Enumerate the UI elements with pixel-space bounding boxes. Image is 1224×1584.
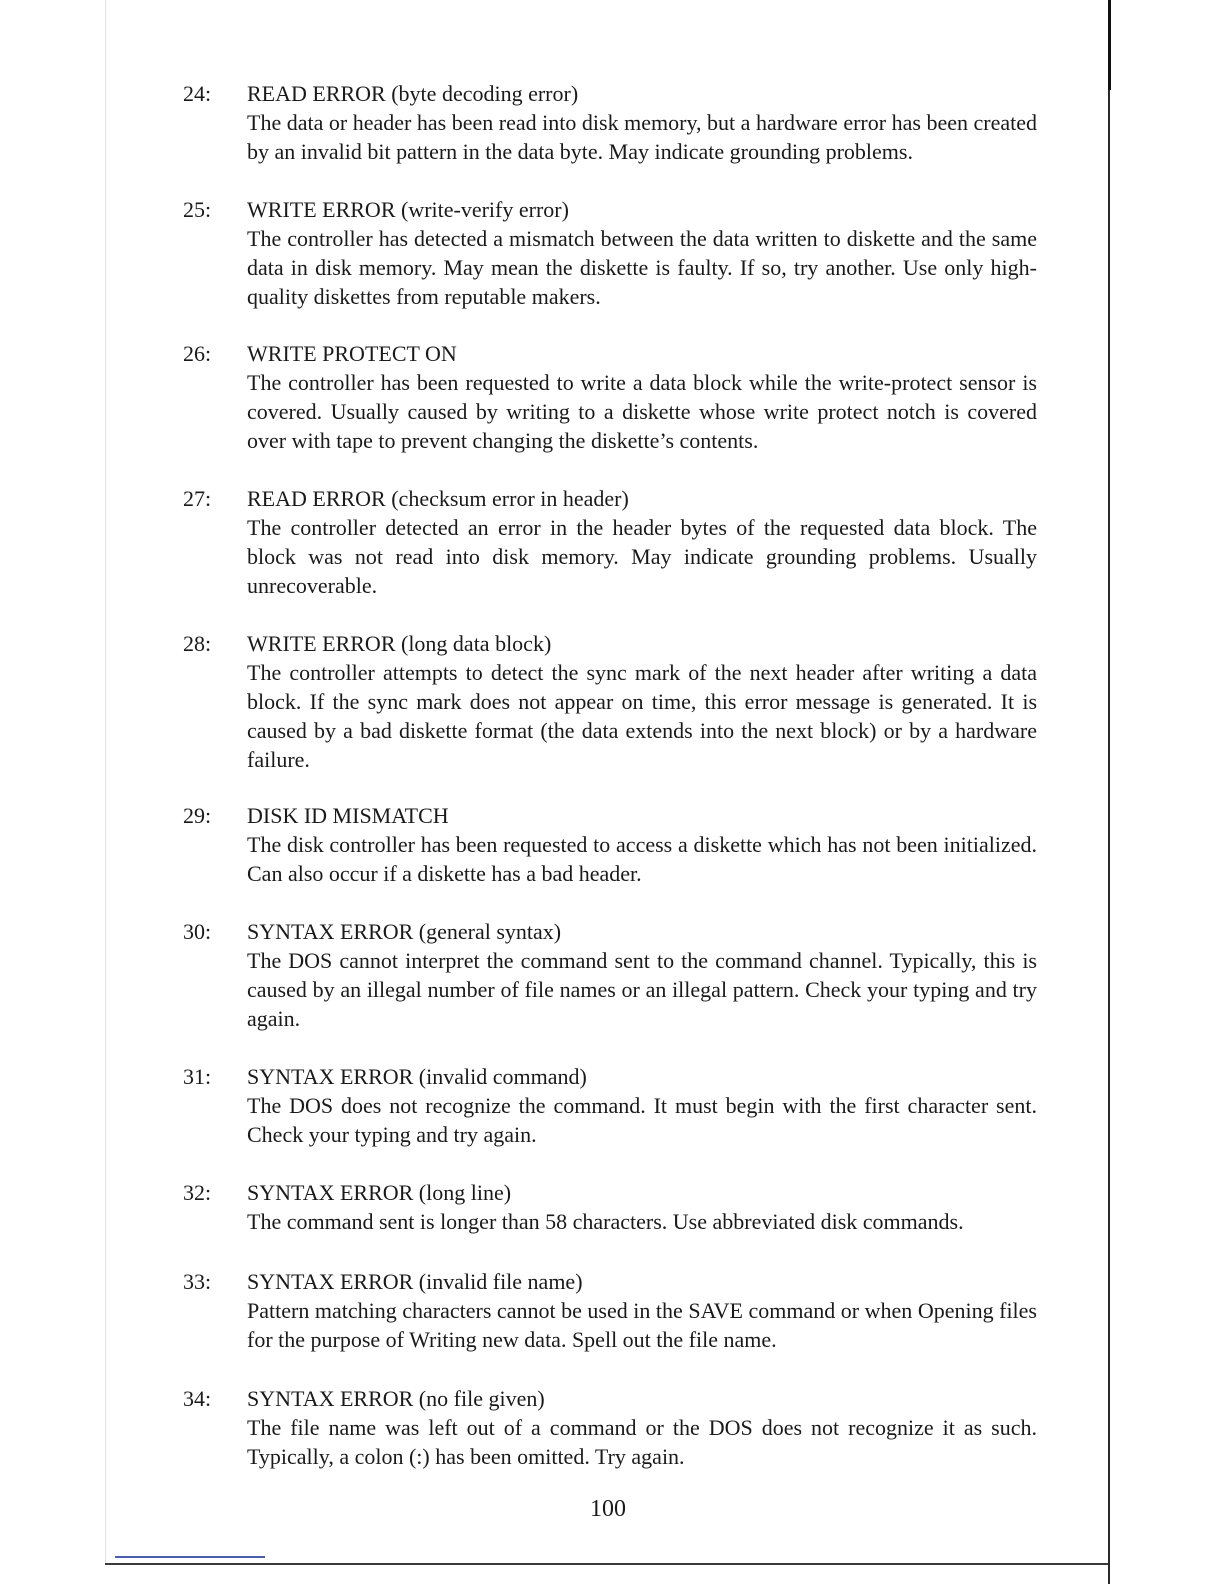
error-entry-body	[247, 1384, 1037, 1471]
scan-edge-left	[105, 0, 106, 1565]
error-title: WRITE PROTECT ON	[247, 341, 457, 366]
error-code: 26:	[183, 341, 212, 366]
error-code: 24:	[183, 81, 212, 106]
error-entry-body	[247, 79, 1037, 166]
error-entry-body	[247, 195, 1037, 311]
error-title: SYNTAX ERROR (long line)	[247, 1180, 512, 1205]
error-code: 31:	[183, 1064, 212, 1089]
error-title: WRITE ERROR (write-verify error)	[247, 197, 569, 222]
error-title: READ ERROR (byte decoding error)	[247, 81, 579, 106]
error-entry-body	[247, 629, 1037, 774]
scan-bottom-mark	[115, 1556, 265, 1558]
error-description: The DOS does not recognize the command. It must begin with the first character sent. Check your typing and try again.	[247, 1093, 1037, 1147]
error-entry-body	[247, 1267, 1037, 1354]
error-description: The data or header has been read into disk memory, but a hardware error has been created by an invalid bit pattern in the data byte. May indicate grounding problems.	[247, 110, 1037, 164]
error-entry-body	[247, 1178, 1037, 1236]
error-code: 32:	[183, 1180, 212, 1205]
error-description: The controller has detected a mismatch between the data written to diskette and the same data in disk memory. May mean the diskette is faulty. If so, try another. Use only high-quality diskettes from reputable makers.	[247, 226, 1037, 309]
error-code: 34:	[183, 1386, 212, 1411]
error-description: The controller attempts to detect the sync mark of the next header after writing a data block. If the sync mark does not appear on time, this error message is generated. It is caused by a bad diskette format (the data extends into the next block) or by a hardware failure.	[247, 660, 1037, 772]
error-code: 27:	[183, 486, 212, 511]
error-title: SYNTAX ERROR (invalid command)	[247, 1064, 587, 1089]
error-entry-body	[247, 1062, 1037, 1149]
error-code: 29:	[183, 803, 212, 828]
error-entry-body	[247, 801, 1037, 888]
error-title: READ ERROR (checksum error in header)	[247, 486, 629, 511]
error-description: Pattern matching characters cannot be used in the SAVE command or when Opening files for the purpose of Writing new data. Spell out the file name.	[247, 1298, 1037, 1352]
scan-bottom-line	[105, 1563, 1108, 1565]
error-title: SYNTAX ERROR (general syntax)	[247, 919, 562, 944]
error-entry-body	[247, 917, 1037, 1033]
error-description: The DOS cannot interpret the command sent to the command channel. Typically, this is caused by an illegal number of file names or an illegal pattern. Check your typing and try again.	[247, 948, 1037, 1031]
scan-edge-right	[1108, 0, 1110, 1584]
page-number: 100	[590, 1496, 626, 1522]
error-title: DISK ID MISMATCH	[247, 803, 449, 828]
scan-edge-right-top	[1108, 0, 1111, 90]
error-description: The controller has been requested to write a data block while the write-protect sensor is covered. Usually caused by writing to a diskette whose write protect notch is covered over with tape to prevent changing the diskette’s contents.	[247, 370, 1037, 453]
error-code: 28:	[183, 631, 212, 656]
error-entry-body	[247, 484, 1037, 600]
error-entry-body	[247, 339, 1037, 455]
error-description: The command sent is longer than 58 characters. Use abbreviated disk commands.	[247, 1209, 964, 1234]
error-title: SYNTAX ERROR (invalid file name)	[247, 1269, 583, 1294]
error-title: SYNTAX ERROR (no file given)	[247, 1386, 545, 1411]
error-description: The controller detected an error in the header bytes of the requested data block. The block was not read into disk memory. May indicate grounding problems. Usually unrecoverable.	[247, 515, 1037, 598]
error-title: WRITE ERROR (long data block)	[247, 631, 552, 656]
error-code: 25:	[183, 197, 212, 222]
error-code: 33:	[183, 1269, 212, 1294]
error-code: 30:	[183, 919, 212, 944]
error-description: The disk controller has been requested to access a diskette which has not been initialized. Can also occur if a diskette has a bad header.	[247, 832, 1037, 886]
error-description: The file name was left out of a command or the DOS does not recognize it as such. Typically, a colon (:) has been omitted. Try again.	[247, 1415, 1037, 1469]
